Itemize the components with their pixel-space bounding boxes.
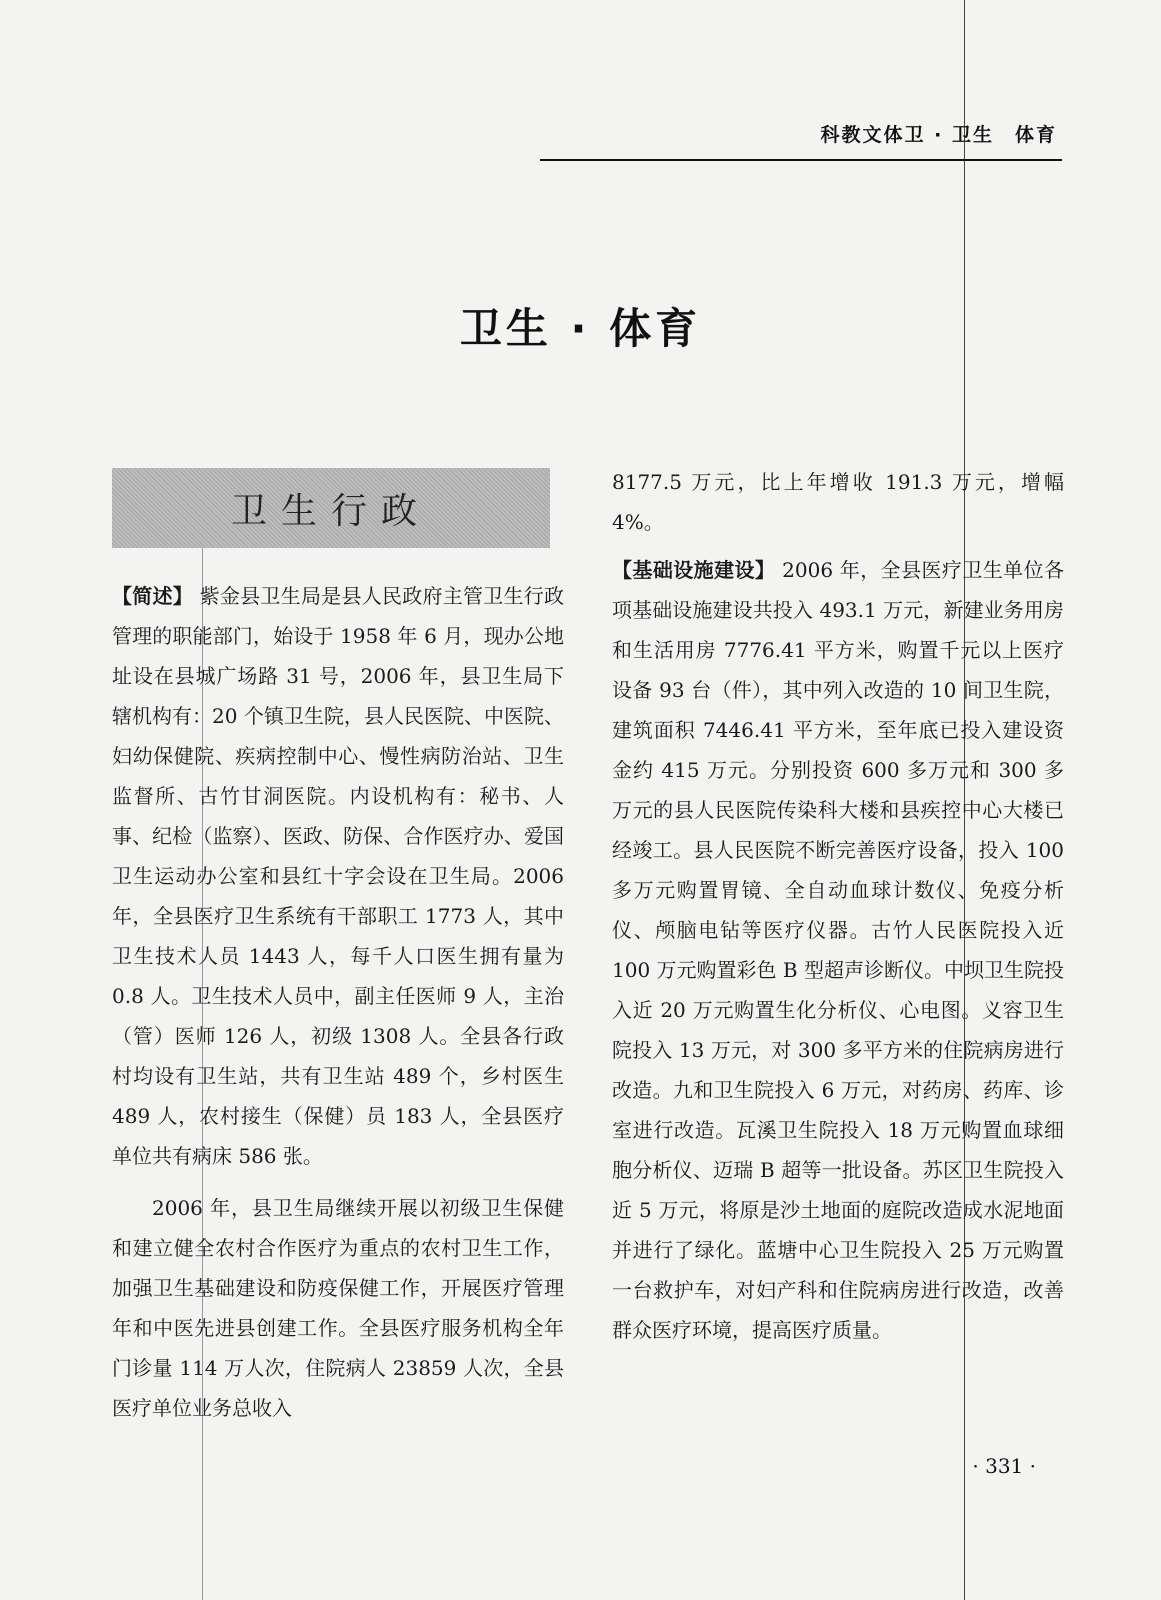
- section-banner: [112, 468, 550, 548]
- paragraph-infrastructure: [612, 550, 1064, 1350]
- paragraph-overview: [112, 576, 564, 1176]
- left-column: [112, 576, 564, 1428]
- infrastructure-label: 【基础设施建设】: [612, 558, 776, 582]
- header-rule: [540, 159, 1062, 161]
- overview-text: 紫金县卫生局是县人民政府主管卫生行政管理的职能部门，始设于 1958 年 6 月，现办公地址设在县城广场路 31 号，2006 年，县卫生局下辖机构有：20 个镇卫生院，县人民医院、中医院、妇幼保健院、疾病控制中心、慢性病防治站、卫生监督所、古竹甘洞医院。内设机构有：秘书、人事、纪检（监察）、医政、防保、合作医疗办、爱国卫生运动办公室和县红十字会设在卫生局。2006 年，全县医疗卫生系统有干部职工 1773 人，其中卫生技术人员 1443 人，每千人口医生拥有量为 0.8 人。卫生技术人员中，副主任医师 9 人，主治（管）医师 126 人，初级 1308 人。全县各行政村均设有卫生站，共有卫生站 489 个，乡村医生 489 人，农村接生（保健）员 183 人，全县医疗单位共有病床 586 张。: [112, 584, 565, 1168]
- paragraph-continuation: 8177.5 万元，比上年增收 191.3 万元，增幅 4%。: [612, 470, 1064, 534]
- infrastructure-text: 2006 年，全县医疗卫生单位各项基础设施建设共投入 493.1 万元，新建业务用房和生活用房 7776.41 平方米，购置千元以上医疗设备 93 台（件），其中列入改造的 10 间卫生院，建筑面积 7446.41 平方米，至年底已投入建设资金约 415 万元。分别投资 600 多万元和 300 多万元的县人民医院传染科大楼和县疾控中心大楼已经竣工。县人民医院不断完善医疗设备，投入 100 多万元购置胃镜、全自动血球计数仪、免疫分析仪、颅脑电钻等医疗仪器。古竹人民医院投入近 100 万元购置彩色 B 型超声诊断仪。中坝卫生院投入近 20 万元购置生化分析仪、心电图。义容卫生院投入 13 万元，对 300 多平方米的住院病房进行改造。九和卫生院投入 6 万元，对药房、药库、诊室进行改造。瓦溪卫生院投入 18 万元购置血球细胞分析仪、迈瑞 B 超等一批设备。苏区卫生院投入近 5 万元，将原是沙土地面的庭院改造成水泥地面并进行了绿化。蓝塘中心卫生院投入 25 万元购置一台救护车，对妇产科和住院病房进行改造，改善群众医疗环境，提高医疗质量。: [612, 558, 1065, 1342]
- page-number: · 331 ·: [972, 1454, 1036, 1478]
- page-title: 卫生 · 体育: [459, 304, 702, 353]
- paragraph-work-summary: 2006 年，县卫生局继续开展以初级卫生保健和建立健全农村合作医疗为重点的农村卫生工作，加强卫生基础建设和防疫保健工作，开展医疗管理年和中医先进县创建工作。全县医疗服务机构全年门诊量 114 万人次，住院病人 23859 人次，全县医疗单位业务总收入: [112, 1196, 564, 1420]
- right-column: [612, 462, 1064, 1350]
- running-header: 科教文体卫 · 卫生 体育: [820, 124, 1057, 146]
- section-heading: 卫生行政: [230, 490, 431, 532]
- overview-label: 【简述】: [112, 584, 194, 608]
